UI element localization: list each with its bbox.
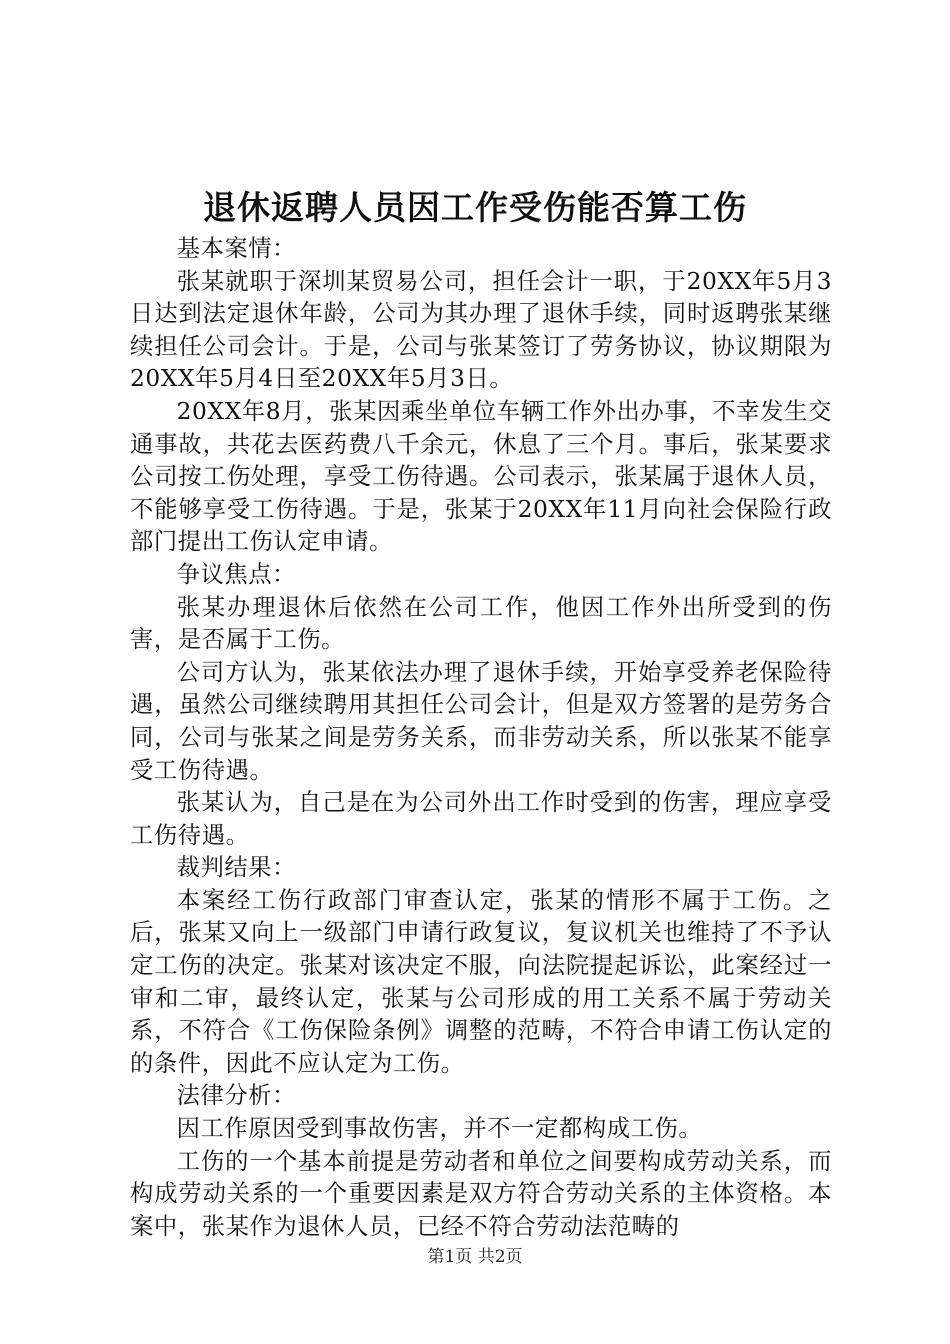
document-title: 退休返聘人员因工作受伤能否算工伤 [203, 188, 747, 227]
section-heading-dispute: 争议焦点： [176, 560, 297, 588]
paragraph: 因工作原因受到事故伤害，并不一定都构成工伤。 [176, 1115, 703, 1143]
section-heading-legal-analysis: 法律分析： [176, 1082, 297, 1110]
paragraph: 本案经工伤行政部门审查认定，张某的情形不属于工伤。之后，张某又向上一级部门申请行政复议，复议机关也维持了不予认定工伤的决定。张某对该决定不服，向法院提起诉讼，此案经过一审和二审，最终认定，张某与公司形成的用工关系不属于劳动关系，不符合《工伤保险条例》调整的范畴，不符合申请工伤认定的的条件，因此不应认定为工伤。 [130, 886, 832, 1077]
paragraph: 张某认为，自己是在为公司外出工作时受到的伤害，理应享受工伤待遇。 [130, 789, 832, 849]
paragraph: 20XX年8月，张某因乘坐单位车辆工作外出办事，不幸发生交通事故，共花去医药费八千余元，休息了三个月。事后，张某要求公司按工伤处理，享受工伤待遇。公司表示，张某属于退休人员，不能够享受工伤待遇。于是，张某于20XX年11月向社会保险行政部门提出工伤认定申请。 [130, 397, 832, 556]
section-heading-judgment: 裁判结果： [176, 854, 297, 882]
document-body [130, 233, 832, 1243]
paragraph: 工伤的一个基本前提是劳动者和单位之间要构成劳动关系，而构成劳动关系的一个重要因素是双方符合劳动关系的主体资格。本案中，张某作为退休人员，已经不符合劳动法范畴的 [130, 1147, 832, 1240]
page-footer: 第1页 共2页 [427, 1247, 523, 1267]
section-heading-basic-facts: 基本案情： [176, 235, 297, 262]
paragraph: 张某办理退休后依然在公司工作，他因工作外出所受到的伤害，是否属于工伤。 [130, 593, 832, 654]
paragraph: 张某就职于深圳某贸易公司，担任会计一职，于20XX年5月3日达到法定退休年龄，公司为其办理了退休手续，同时返聘张某继续担任公司会计。于是，公司与张某签订了劳务协议，协议期限为20XX年5月4日至20XX年5月3日。 [130, 267, 832, 393]
paragraph: 公司方认为，张某依法办理了退休手续，开始享受养老保险待遇，虽然公司继续聘用其担任公司会计，但是双方签署的是劳务合同，公司与张某之间是劳务关系，而非劳动关系，所以张某不能享受工伤待遇。 [130, 658, 832, 784]
